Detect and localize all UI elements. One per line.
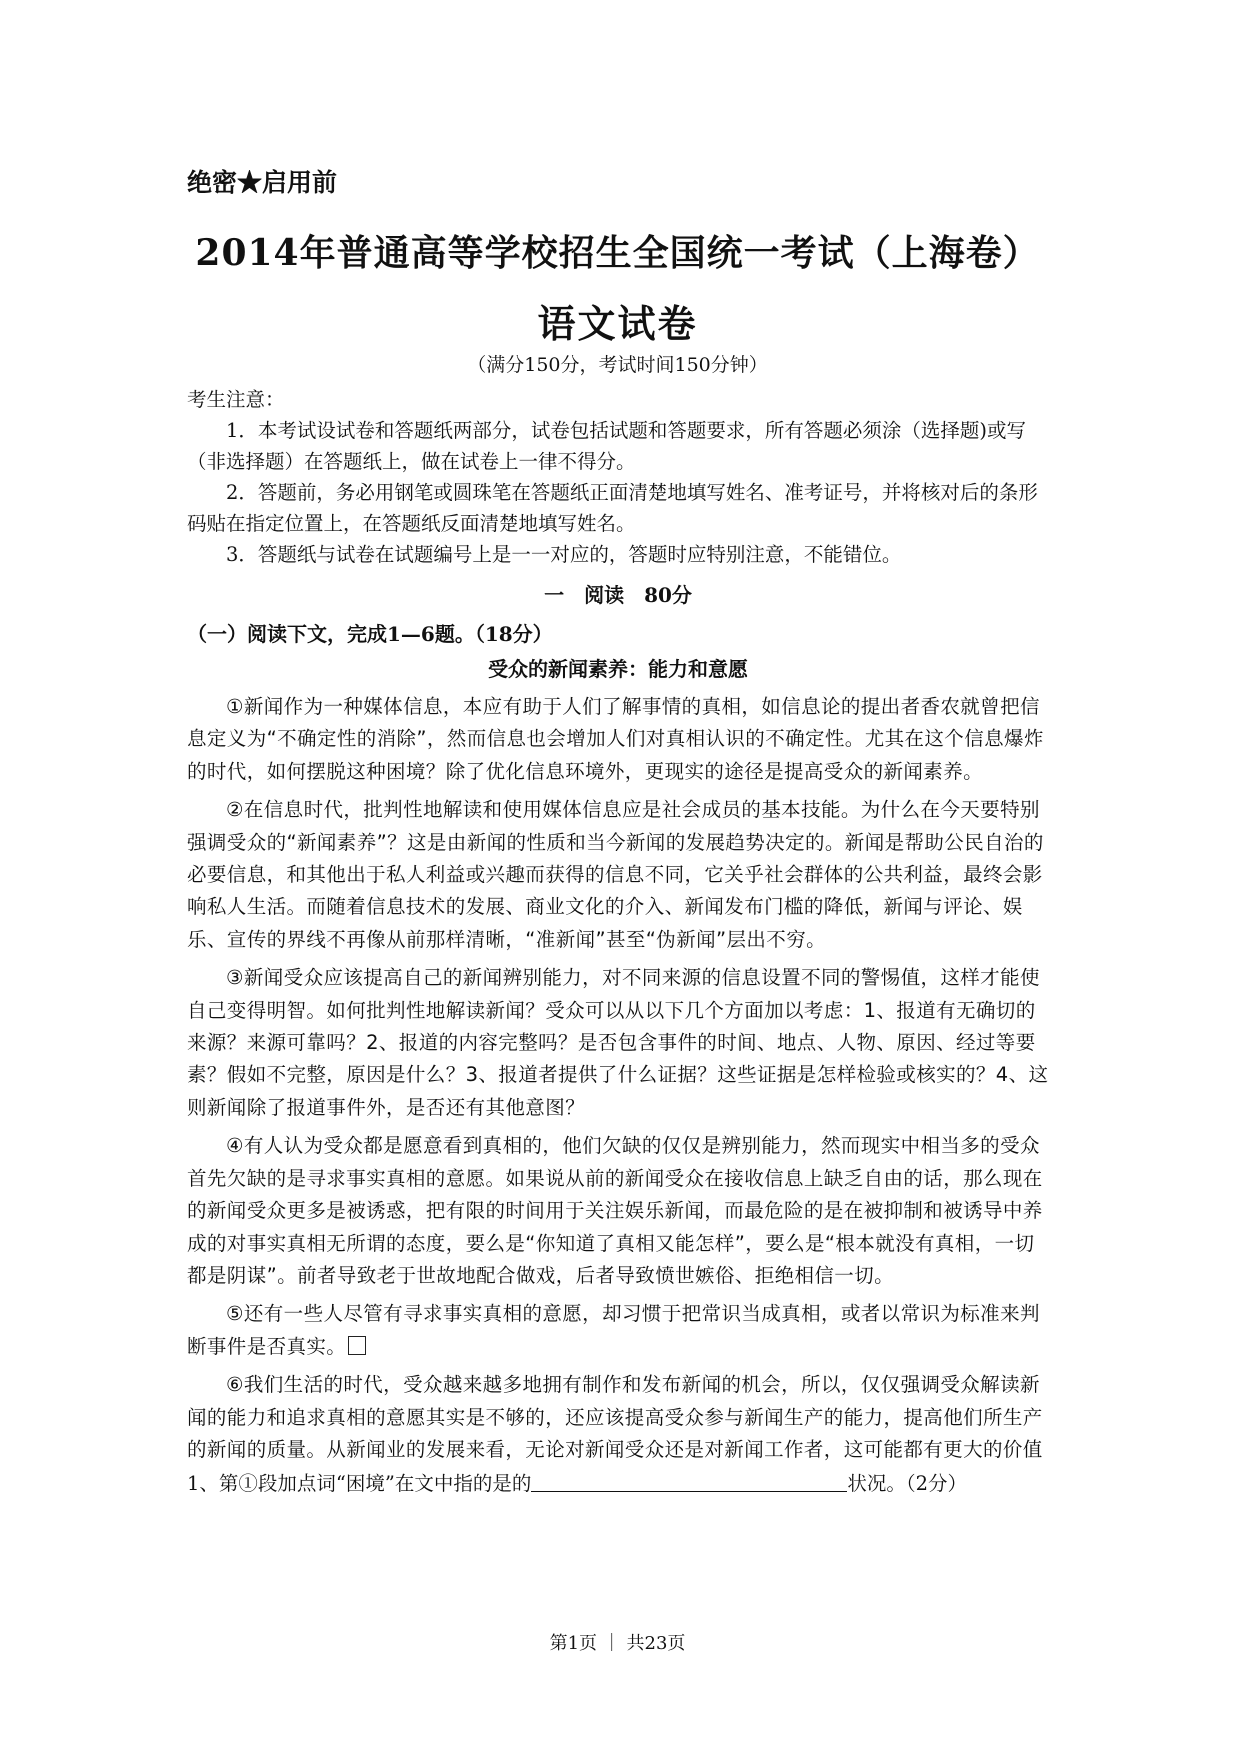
page-footer: 第1页 ｜ 共23页 [549,1633,686,1654]
article-paragraph-5 [187,1298,1049,1363]
question-1-suffix: 状况。（2分） [847,1472,968,1496]
article-paragraph-1: ①新闻作为一种媒体信息，本应有助于人们了解事情的真相，如信息论的提出者香农就曾把信息定义为“不确定性的消除”，然而信息也会增加人们对真相认识的不确定性。尤其在这个信息爆炸的时代，如何摆脱这种困境？除了优化信息环境外，更现实的途径是提高受众的新闻素养。 [187,695,1044,783]
blank-box-icon [348,1336,366,1355]
score-info: （满分150分，考试时间150分钟） [467,354,768,376]
question-1 [187,1468,1049,1499]
notice-item-3: 3．答题纸与试卷在试题编号上是一一对应的，答题时应特别注意，不能错位。 [226,543,902,566]
exam-title: 2014年普通高等学校招生全国统一考试（上海卷） [195,232,1040,274]
subject-title: 语文试卷 [537,301,698,346]
question-1-prefix: 1、第①段加点词“困境”在文中指的是的 [187,1472,532,1496]
article-paragraph-6: ⑥我们生活的时代，受众越来越多地拥有制作和发布新闻的机会，所以，仅仅强调受众解读新闻的能力和追求真相的意愿其实是不够的，还应该提高受众参与新闻生产的能力，提高他们所生产的新闻的质量。从新闻业的发展来看，无论对新闻受众还是对新闻工作者，这可能都有更大的价值 [187,1373,1043,1461]
confidential-label: 绝密★启用前 [187,168,338,197]
article-paragraph-3: ③新闻受众应该提高自己的新闻辨别能力，对不同来源的信息设置不同的警惕值，这样才能使自己变得明智。如何批判性地解读新闻？受众可以从以下几个方面加以考虑：1、报道有无确切的来源？来源可靠吗？2、报道的内容完整吗？是否包含事件的时间、地点、人物、原因、经过等要素？假如不完整，原因是什么？3、报道者提供了什么证据？这些证据是怎样检验或核实的？4、这则新闻除了报道事件外，是否还有其他意图？ [187,966,1049,1119]
article-body [187,691,1049,1466]
exam-body [187,384,1049,1499]
part-heading: （一）阅读下文，完成1—6题。（18分） [187,622,553,646]
article-paragraph-4: ④有人认为受众都是愿意看到真相的，他们欠缺的仅仅是辨别能力，然而现实中相当多的受众首先欠缺的是寻求事实真相的意愿。如果说从前的新闻受众在接收信息上缺乏自由的话，那么现在的新闻受众更多是被诱惑，把有限的时间用于关注娱乐新闻，而最危险的是在被抑制和被诱导中养成的对事实真相无所谓的态度，要么是“你知道了真相又能怎样”，要么是“根本就没有真相，一切都是阴谋”。前者导致老于世故地配合做戏，后者导致愤世嫉俗、拒绝相信一切。 [187,1134,1043,1287]
answer-blank[interactable] [531,1469,847,1492]
section-heading: 一 阅读 80分 [544,583,692,607]
notice-heading: 考生注意： [187,388,285,411]
article-paragraph-2: ②在信息时代，批判性地解读和使用媒体信息应是社会成员的基本技能。为什么在今天要特别强调受众的“新闻素养”？这是由新闻的性质和当今新闻的发展趋势决定的。新闻是帮助公民自治的必要信息，和其他出于私人利益或兴趣而获得的信息不同，它关乎社会群体的公共利益，最终会影响私人生活。而随着信息技术的发展、商业文化的介入、新闻发布门槛的降低，新闻与评论、娱乐、宣传的界线不再像从前那样清晰，“准新闻”甚至“伪新闻”层出不穷。 [187,798,1044,951]
notice-item-1: 1．本考试设试卷和答题纸两部分，试卷包括试题和答题要求，所有答题必须涂（选择题)或写（非选择题）在答题纸上，做在试卷上一律不得分。 [187,419,1027,473]
notice-item-2: 2．答题前，务必用钢笔或圆珠笔在答题纸正面清楚地填写姓名、准考证号，并将核对后的条形码贴在指定位置上，在答题纸反面清楚地填写姓名。 [187,481,1038,535]
article-paragraph-5-text: ⑤还有一些人尽管有寻求事实真相的意愿，却习惯于把常识当成真相，或者以常识为标准来判断事件是否真实。 [187,1302,1040,1358]
article-title: 受众的新闻素养：能力和意愿 [488,657,748,681]
